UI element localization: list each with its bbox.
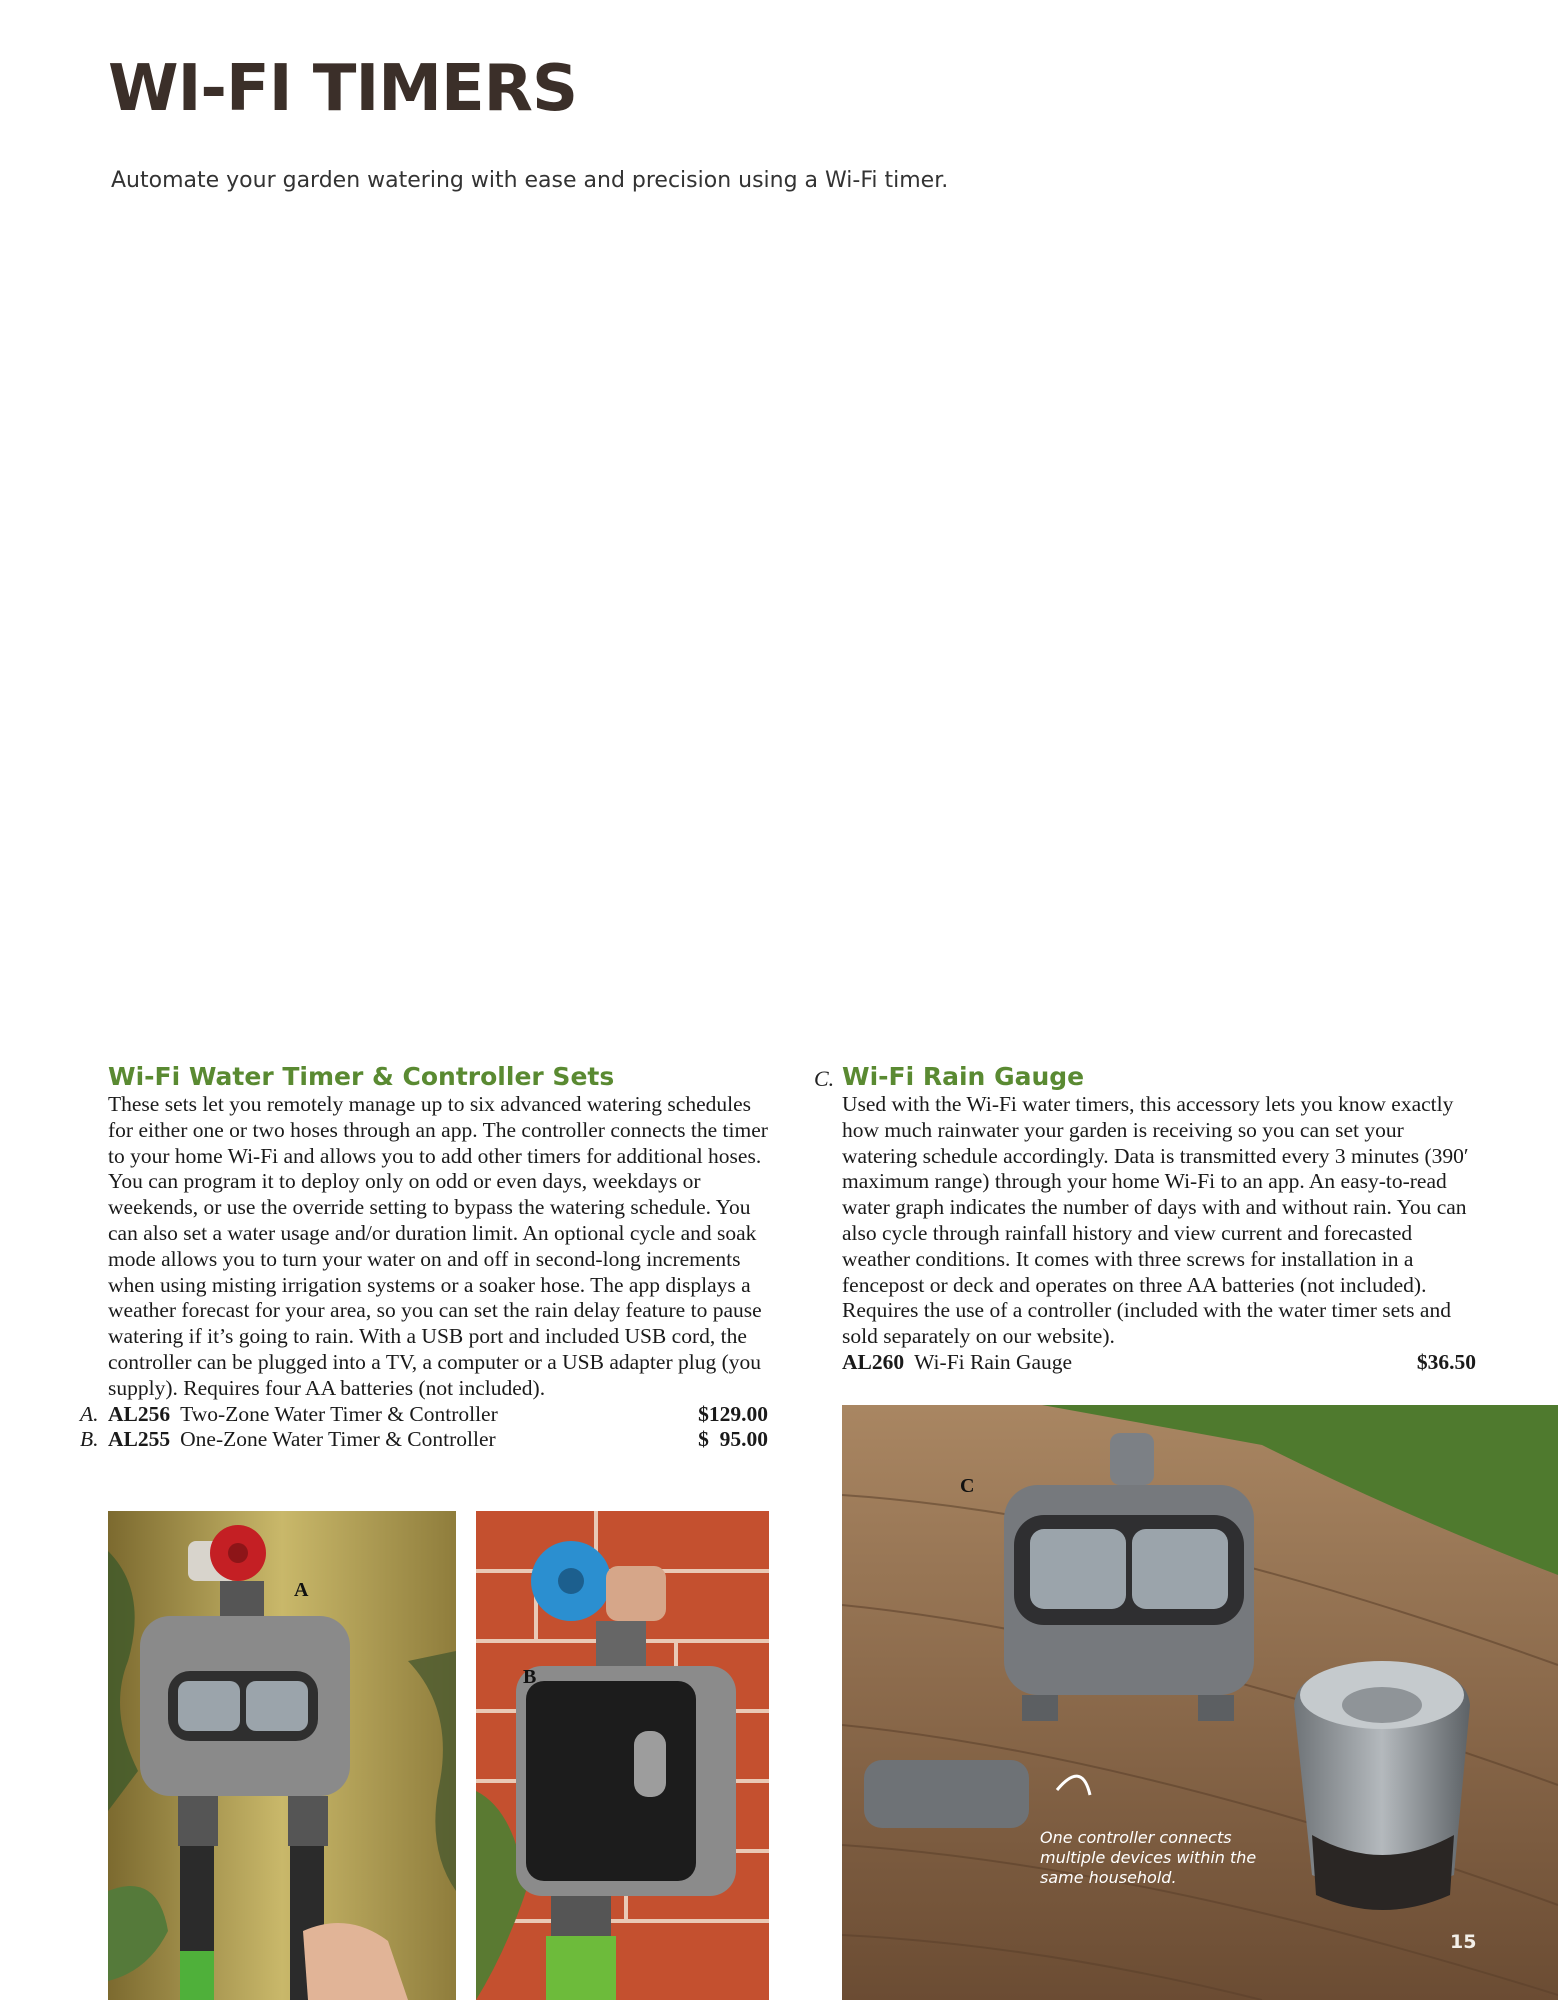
one-zone-timer-image [476,1511,769,2000]
item-code: AL255 [108,1427,171,1452]
product-row-al256 [80,1401,768,1428]
rain-gauge-description: Used with the Wi-Fi water timers, this accessory lets you know exactly how much rainwater your garden is receiving so you can set your watering schedule accordingly. Data is transmitted every 3 minutes (390′ maximum range) through your home Wi-Fi to an app. An easy-to-read water graph indicates the number of days with and without rain. You can also cycle through rainfall history and view current and forecasted weather conditions. It comes with three screws for installation in a fencepost or deck and operates on three AA batteries (not included). Requires the use of a controller (included with the water timer sets and sold separately on our website). [842,1092,1469,1349]
timer-sets-description: These sets let you remotely manage up to six advanced watering schedules for either one or two hoses through an app. The controller connects the timer to your home Wi-Fi and allows you to add other timers for additional hoses. You can program it to deploy only on odd or even days, weekdays or weekends, or use the override setting to bypass the watering schedule. You can also set a water usage and/or duration limit. An optional cycle and soak mode allows you to turn your water on and off in second-long increments when using misting irrigation systems or a soaker hose. The app displays a weather forecast for your area, so you can set the rain delay feature to pause watering if it’s going to rain. With a USB port and included USB cord, the controller can be plugged into a TV, a computer or a USB adapter plug (you supply). Requires four AA batteries (not included). [108,1092,768,1400]
item-letter: B. [80,1427,99,1452]
rain-gauge-section [814,1062,1476,1376]
rain-gauge-title-text: Wi-Fi Rain Gauge [842,1062,1085,1091]
photo-label-b: B [523,1666,537,1688]
item-name: Wi-Fi Rain Gauge [914,1349,1073,1374]
rain-gauge-title [814,1062,1476,1092]
product-row-al255 [80,1427,768,1453]
item-price: $129.00 [698,1401,768,1426]
item-letter: A. [80,1401,99,1426]
item-code: AL260 [842,1349,905,1374]
section-letter: C. [814,1066,835,1091]
two-zone-timer-image [108,1511,456,2000]
page-subtitle: Automate your garden watering with ease and precision using a Wi-Fi timer. [111,168,949,193]
photo-rain-gauge [842,1405,1558,2000]
photo-two-zone-timer [108,1511,456,2000]
page-title: WI-FI TIMERS [108,52,578,126]
item-price: $ 95.00 [698,1427,768,1452]
photo-label-a: A [294,1579,309,1601]
rain-gauge-image [842,1405,1558,2000]
photo-one-zone-timer [476,1511,769,2000]
photo-caption: One controller connects multiple devices within the same household. [1040,1828,1257,1887]
photo-label-c: C [960,1475,975,1497]
timer-sets-section [80,1062,768,1453]
page-number: 15 [1450,1931,1477,1953]
item-code: AL256 [108,1401,171,1426]
product-row-al260 [842,1350,1476,1376]
timer-sets-title: Wi-Fi Water Timer & Controller Sets [108,1062,615,1091]
item-name: One-Zone Water Timer & Controller [180,1427,496,1452]
item-name: Two-Zone Water Timer & Controller [180,1401,498,1426]
item-price: $36.50 [1416,1349,1476,1374]
